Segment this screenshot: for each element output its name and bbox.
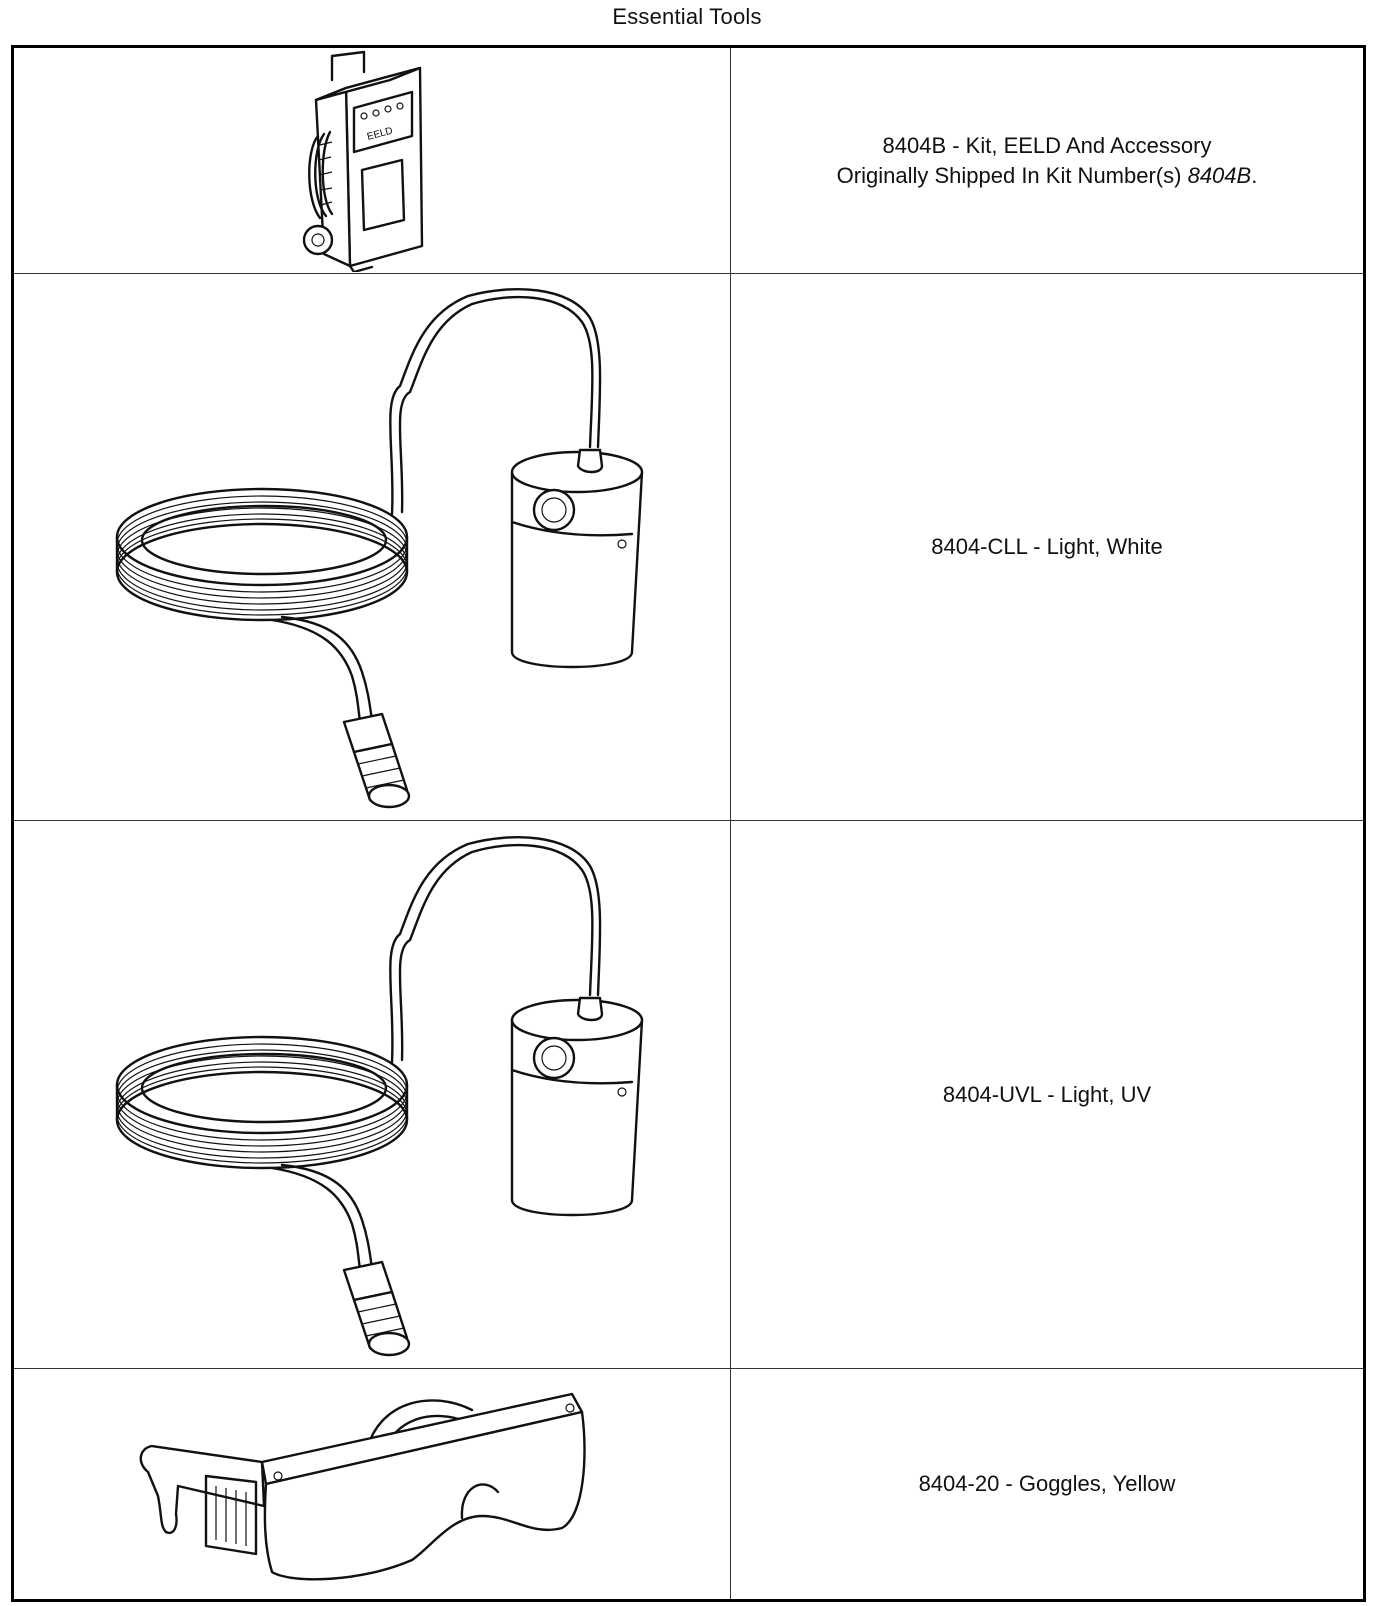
kit-note-prefix: Originally Shipped In Kit Number(s) (836, 162, 1188, 188)
table-row (13, 821, 1365, 1368)
tool-description-line: 8404B - Kit, EELD And Accessory (882, 132, 1212, 158)
tool-image-cell (13, 274, 731, 821)
table-row (13, 1368, 1365, 1600)
kit-number: 8404B (1187, 162, 1252, 188)
page-title: Essential Tools (612, 4, 762, 29)
goggles-illustration (132, 1376, 612, 1591)
uv-light-illustration (92, 830, 652, 1360)
tool-description-line: 8404-UVL - Light, UV (942, 1081, 1152, 1107)
tool-image-cell (13, 47, 731, 274)
kit-note-suffix: . (1251, 162, 1258, 188)
white-light-illustration (92, 282, 652, 812)
essential-tools-table (11, 45, 1366, 1602)
tool-kit-note (731, 161, 1363, 191)
tool-image-cell (13, 1368, 731, 1600)
tool-description-cell (731, 274, 1365, 821)
eeld-cart-illustration (302, 50, 442, 272)
tool-description-line: 8404-20 - Goggles, Yellow (918, 1470, 1176, 1496)
tool-description-cell (731, 47, 1365, 274)
tool-description-cell (731, 821, 1365, 1368)
tool-description-line: 8404-CLL - Light, White (931, 534, 1163, 560)
cart-panel-label: EELD (365, 125, 395, 143)
table-row (13, 274, 1365, 821)
tool-description-cell (731, 1368, 1365, 1600)
tool-image-cell (13, 821, 731, 1368)
table-row (13, 47, 1365, 274)
